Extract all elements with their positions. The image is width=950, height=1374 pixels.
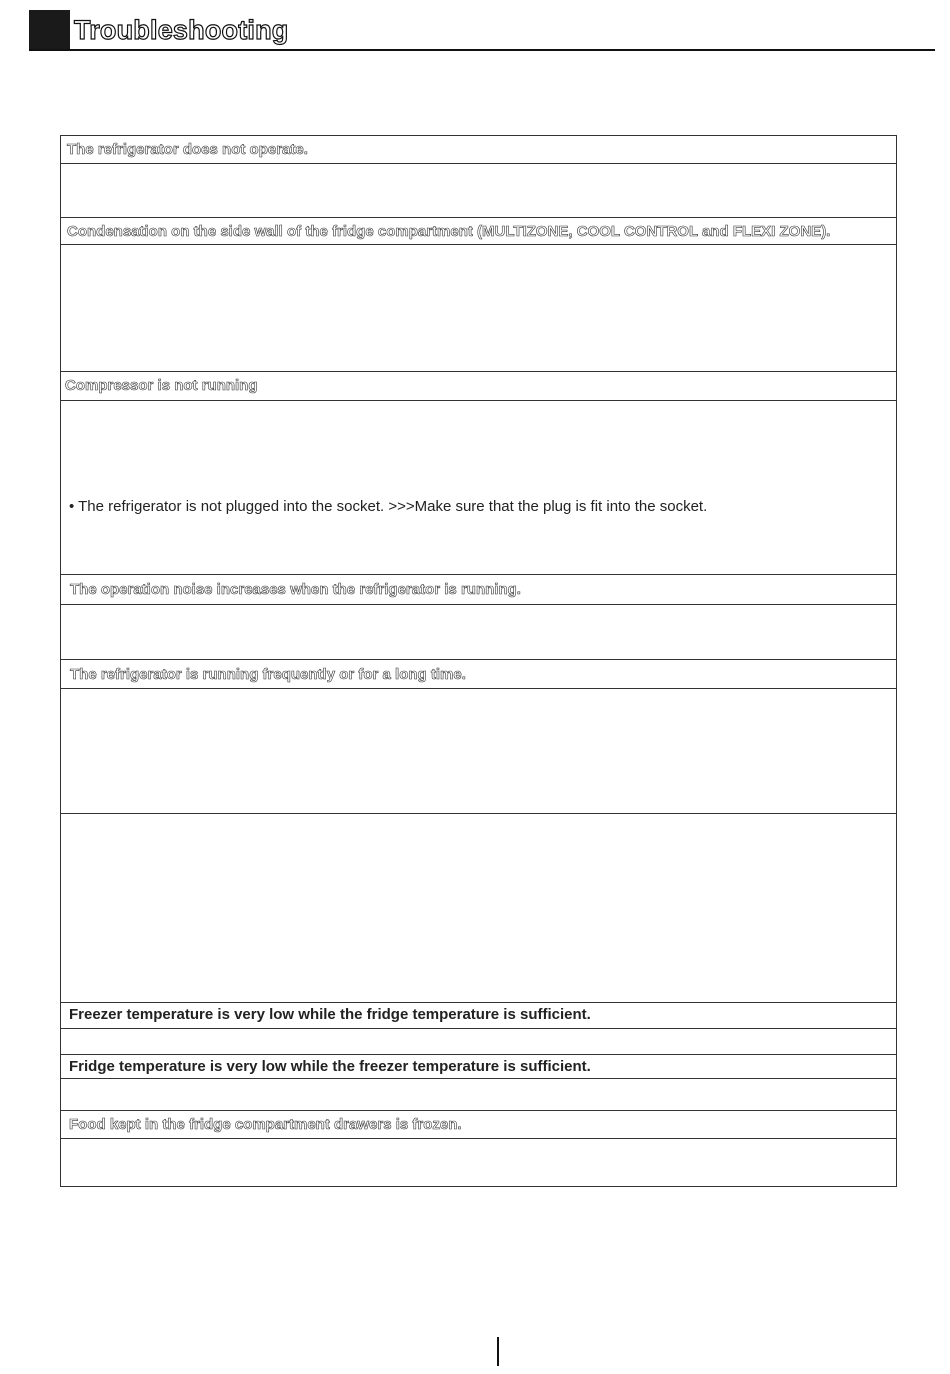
- heading-row-condensation: [61, 218, 896, 245]
- body-row-drawers-frozen: [61, 1139, 896, 1186]
- heading-running-long: The refrigerator is running frequently or for a long time.: [70, 666, 466, 683]
- heading-row-not-operate: [61, 136, 896, 164]
- body-row-compressor: [61, 401, 896, 575]
- heading-compressor: Compressor is not running: [65, 377, 258, 394]
- heading-row-drawers-frozen: [61, 1111, 896, 1139]
- heading-not-operate: The refrigerator does not operate.: [67, 141, 308, 158]
- page-title: Troubleshooting: [74, 15, 289, 45]
- heading-row-fridge-low: [61, 1055, 896, 1079]
- body-row-noise: [61, 605, 896, 660]
- compressor-note: • The refrigerator is not plugged into the socket. >>>Make sure that the plug is fit into the socket.: [69, 498, 708, 515]
- heading-row-freezer-low: [61, 1003, 896, 1029]
- body-row-freezer-low: [61, 1029, 896, 1055]
- heading-row-noise: [61, 575, 896, 605]
- heading-drawers-frozen: Food kept in the fridge compartment drawers is frozen.: [69, 1116, 462, 1133]
- heading-fridge-low: Fridge temperature is very low while the freezer temperature is sufficient.: [69, 1058, 591, 1075]
- troubleshooting-table: [60, 135, 897, 1187]
- body-row-fridge-low: [61, 1079, 896, 1111]
- body-row-running-long: [61, 689, 896, 814]
- heading-condensation: Condensation on the side wall of the fridge compartment (MULTIZONE, COOL CONTROL and FLEXI ZONE).: [67, 223, 831, 240]
- heading-row-compressor: [61, 372, 896, 401]
- body-row-not-operate: [61, 164, 896, 218]
- header-rule: [29, 49, 935, 51]
- body-row-running-long-continued: [61, 814, 896, 1003]
- section-marker-block: [29, 10, 70, 51]
- body-row-condensation: [61, 245, 896, 372]
- heading-row-running-long: [61, 660, 896, 689]
- heading-noise: The operation noise increases when the refrigerator is running.: [70, 581, 521, 598]
- heading-freezer-low: Freezer temperature is very low while the fridge temperature is sufficient.: [69, 1006, 591, 1023]
- page-number-divider: [497, 1337, 499, 1366]
